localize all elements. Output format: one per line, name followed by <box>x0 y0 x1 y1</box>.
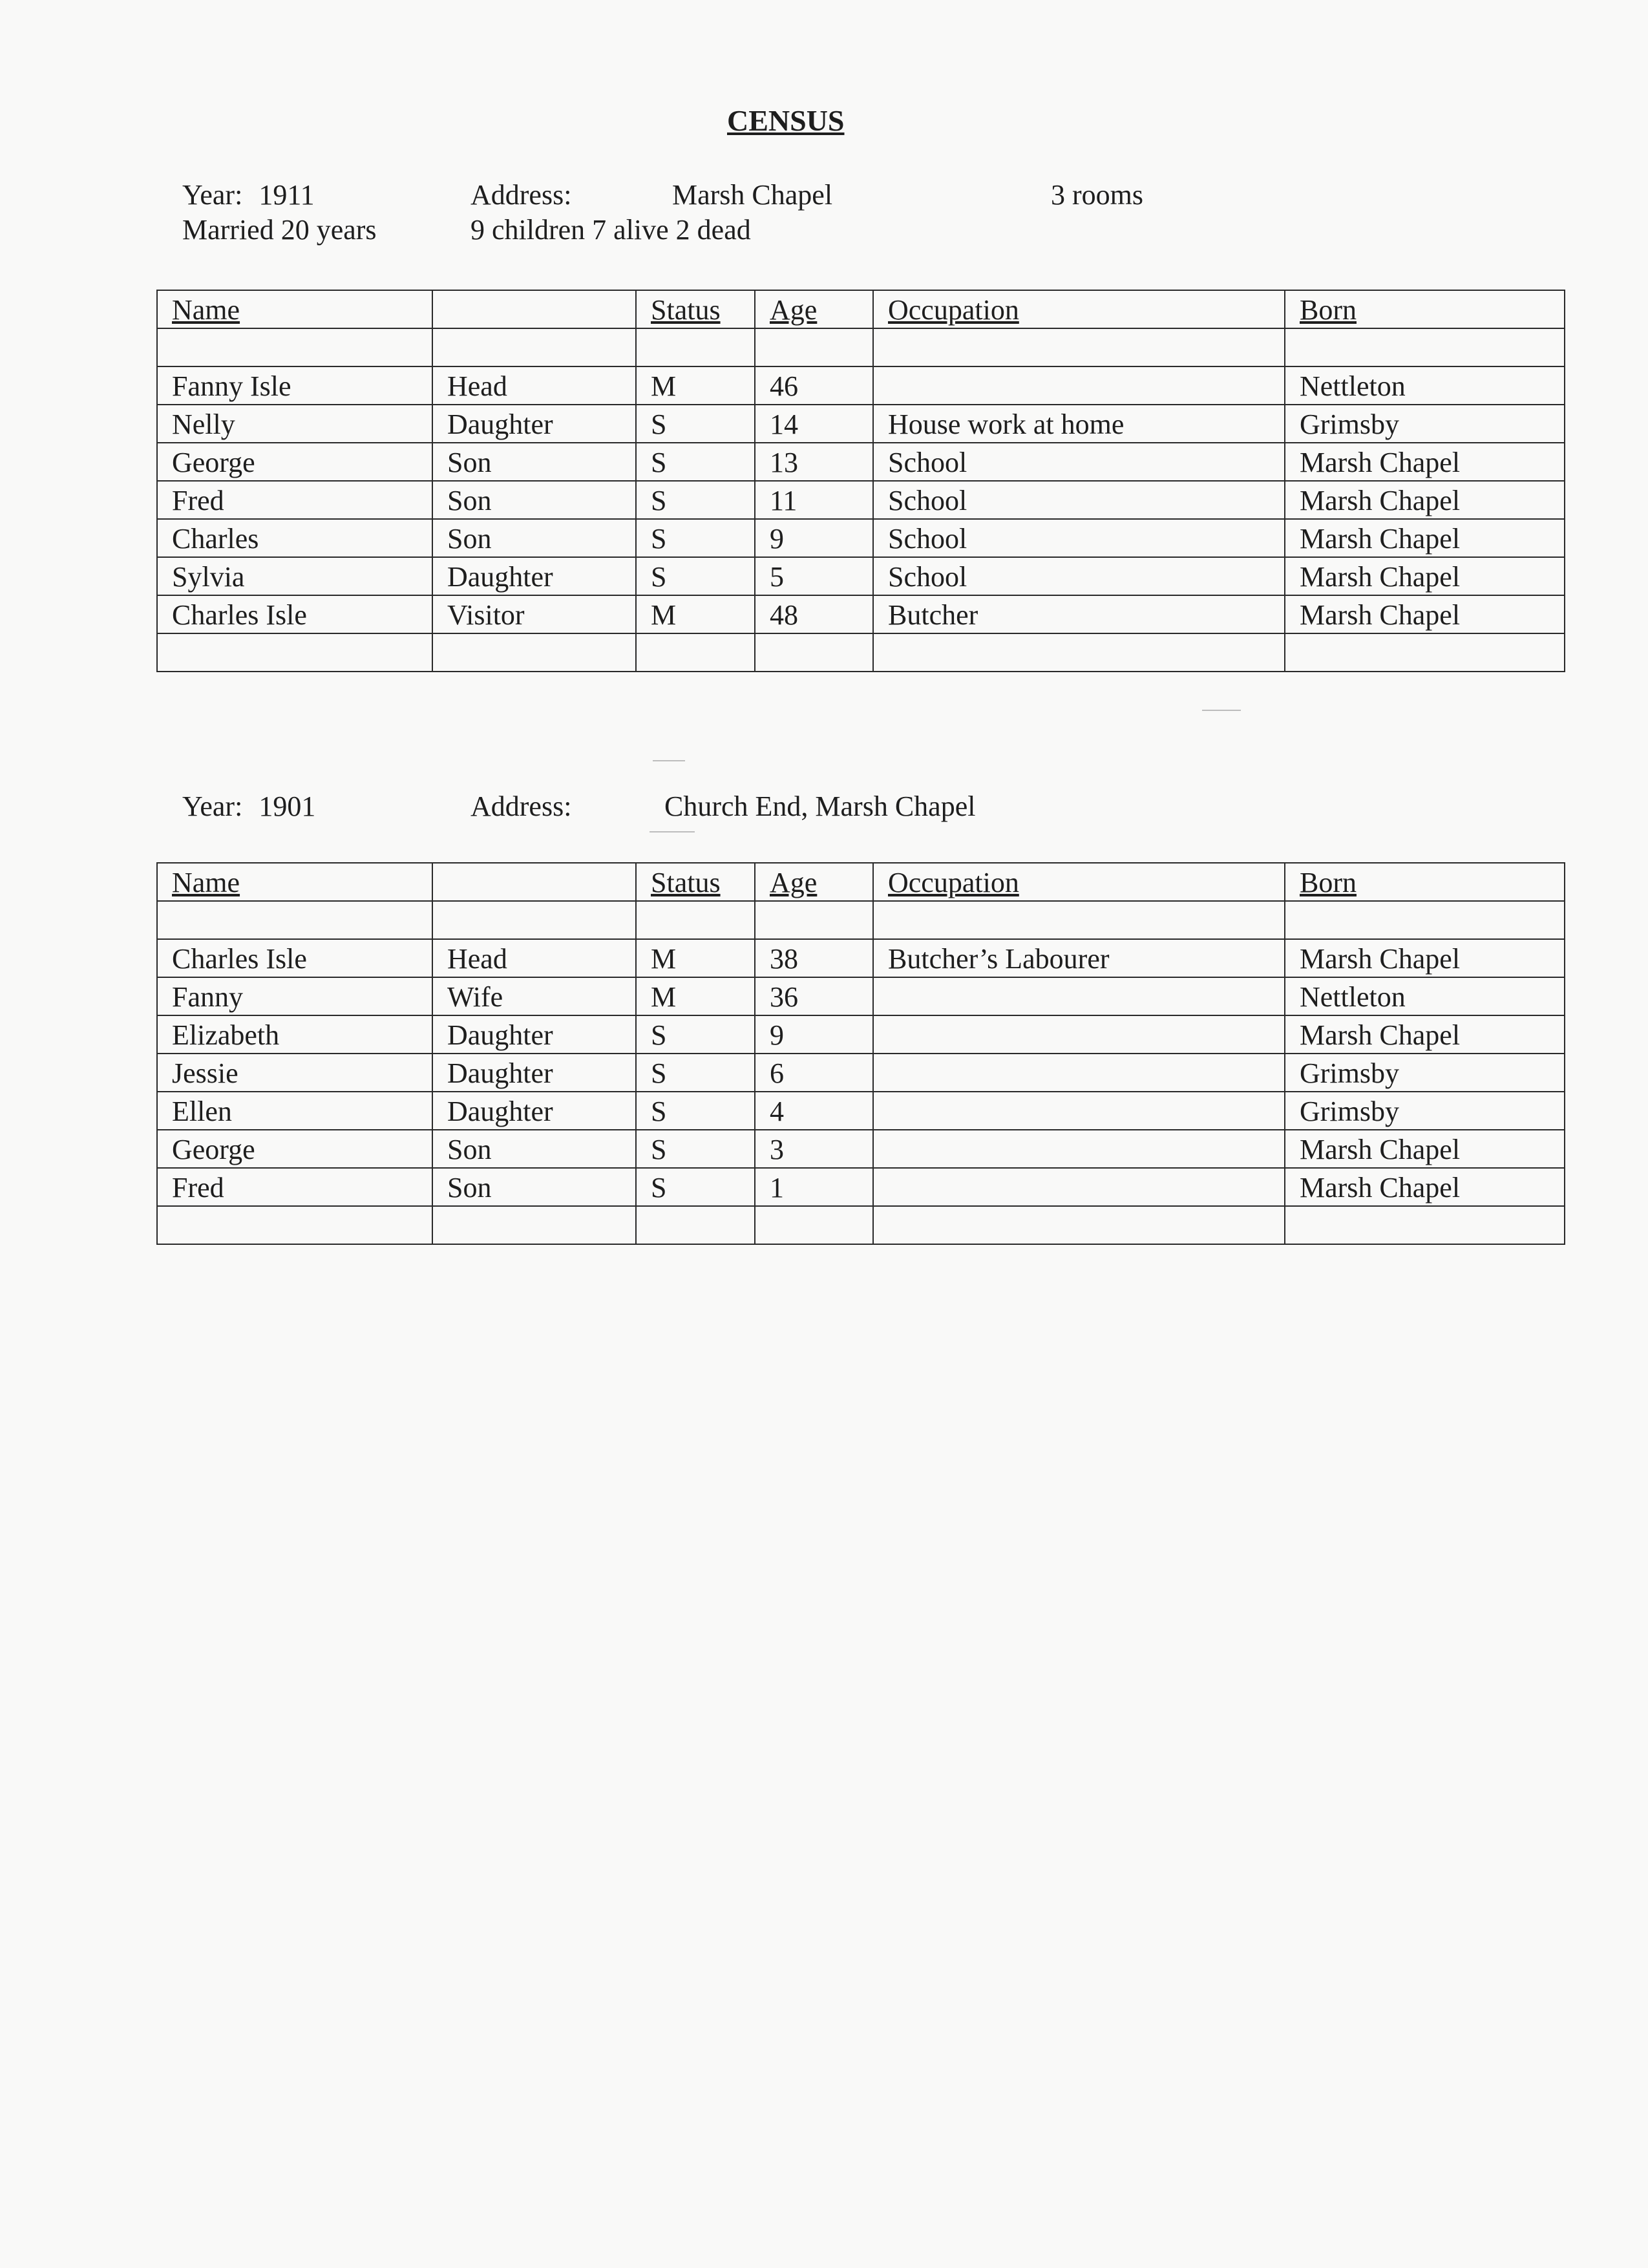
cell-age: 4 <box>755 1092 873 1130</box>
header-born: Born <box>1285 290 1565 328</box>
cell-status: S <box>636 443 755 481</box>
cell-status: S <box>636 1168 755 1206</box>
cell-occupation <box>873 1130 1285 1168</box>
cell-occupation <box>873 1015 1285 1054</box>
address-label: Address: <box>470 179 572 211</box>
scan-speck <box>1202 710 1241 711</box>
cell-age: 11 <box>755 481 873 519</box>
address-value: Church End, Marsh Chapel <box>664 790 976 822</box>
header-occupation: Occupation <box>873 863 1285 901</box>
cell-name: Nelly <box>157 405 432 443</box>
cell-relation: Son <box>432 1130 636 1168</box>
cell-occupation: School <box>873 481 1285 519</box>
table-row <box>157 557 1565 595</box>
cell-born: Nettleton <box>1285 977 1565 1015</box>
cell-relation: Son <box>432 443 636 481</box>
blank-row <box>157 901 1565 939</box>
cell-status: S <box>636 481 755 519</box>
cell-born: Marsh Chapel <box>1285 481 1565 519</box>
cell-age: 1 <box>755 1168 873 1206</box>
table-row <box>157 481 1565 519</box>
cell-occupation: Butcher <box>873 595 1285 633</box>
cell-age: 9 <box>755 519 873 557</box>
cell-relation: Daughter <box>432 1092 636 1130</box>
census-1911-table <box>156 290 1565 672</box>
cell-occupation <box>873 977 1285 1015</box>
cell-name: George <box>157 1130 432 1168</box>
cell-relation: Wife <box>432 977 636 1015</box>
cell-status: M <box>636 595 755 633</box>
cell-name: Ellen <box>157 1092 432 1130</box>
cell-born: Grimsby <box>1285 1092 1565 1130</box>
children-summary: 9 children 7 alive 2 dead <box>470 214 751 246</box>
cell-name: George <box>157 443 432 481</box>
cell-status: S <box>636 1130 755 1168</box>
header-name: Name <box>157 290 432 328</box>
cell-age: 36 <box>755 977 873 1015</box>
table-row <box>157 1054 1565 1092</box>
table-header-row <box>157 863 1565 901</box>
cell-name: Charles <box>157 519 432 557</box>
cell-born: Marsh Chapel <box>1285 1015 1565 1054</box>
cell-name: Fanny Isle <box>157 366 432 405</box>
cell-born: Grimsby <box>1285 405 1565 443</box>
table-row <box>157 595 1565 633</box>
address-label: Address: <box>470 790 572 822</box>
header-occupation: Occupation <box>873 290 1285 328</box>
cell-born: Marsh Chapel <box>1285 519 1565 557</box>
table-header-row <box>157 290 1565 328</box>
header-relation <box>432 863 636 901</box>
cell-relation: Daughter <box>432 557 636 595</box>
header-born: Born <box>1285 863 1565 901</box>
header-relation <box>432 290 636 328</box>
cell-age: 3 <box>755 1130 873 1168</box>
header-status: Status <box>636 290 755 328</box>
census-1901-table <box>156 862 1565 1245</box>
cell-born: Marsh Chapel <box>1285 595 1565 633</box>
census-1911-year <box>182 178 315 211</box>
cell-born: Marsh Chapel <box>1285 443 1565 481</box>
cell-name: Fred <box>157 1168 432 1206</box>
cell-occupation: House work at home <box>873 405 1285 443</box>
table-row <box>157 1015 1565 1054</box>
cell-occupation: School <box>873 443 1285 481</box>
cell-relation: Son <box>432 481 636 519</box>
cell-relation: Head <box>432 366 636 405</box>
cell-relation: Son <box>432 1168 636 1206</box>
cell-age: 38 <box>755 939 873 977</box>
cell-relation: Daughter <box>432 1015 636 1054</box>
cell-relation: Head <box>432 939 636 977</box>
cell-occupation <box>873 366 1285 405</box>
table-row <box>157 1130 1565 1168</box>
cell-status: M <box>636 939 755 977</box>
cell-occupation <box>873 1054 1285 1092</box>
cell-occupation <box>873 1092 1285 1130</box>
table-row <box>157 1168 1565 1206</box>
cell-born: Marsh Chapel <box>1285 1130 1565 1168</box>
cell-age: 48 <box>755 595 873 633</box>
cell-born: Marsh Chapel <box>1285 1168 1565 1206</box>
cell-name: Elizabeth <box>157 1015 432 1054</box>
cell-age: 5 <box>755 557 873 595</box>
page-title: CENSUS <box>727 104 845 137</box>
cell-name: Jessie <box>157 1054 432 1092</box>
cell-name: Charles Isle <box>157 939 432 977</box>
scan-speck <box>650 831 695 832</box>
cell-relation: Visitor <box>432 595 636 633</box>
married-years: Married 20 years <box>182 214 377 246</box>
cell-name: Charles Isle <box>157 595 432 633</box>
year-value: 1911 <box>259 179 315 211</box>
cell-status: S <box>636 1015 755 1054</box>
year-label: Year: <box>182 179 243 211</box>
cell-age: 9 <box>755 1015 873 1054</box>
table-row <box>157 443 1565 481</box>
cell-status: M <box>636 977 755 1015</box>
cell-name: Fanny <box>157 977 432 1015</box>
table-row <box>157 405 1565 443</box>
rooms-count: 3 rooms <box>1051 179 1143 211</box>
header-age: Age <box>755 863 873 901</box>
year-label: Year: <box>182 790 243 822</box>
cell-born: Nettleton <box>1285 366 1565 405</box>
cell-status: S <box>636 1054 755 1092</box>
cell-status: S <box>636 405 755 443</box>
table-row <box>157 977 1565 1015</box>
cell-born: Marsh Chapel <box>1285 939 1565 977</box>
cell-age: 13 <box>755 443 873 481</box>
header-name: Name <box>157 863 432 901</box>
cell-status: S <box>636 557 755 595</box>
cell-status: M <box>636 366 755 405</box>
cell-age: 46 <box>755 366 873 405</box>
blank-row <box>157 1206 1565 1244</box>
table-row <box>157 1092 1565 1130</box>
cell-age: 14 <box>755 405 873 443</box>
cell-born: Marsh Chapel <box>1285 557 1565 595</box>
cell-occupation: School <box>873 519 1285 557</box>
cell-occupation: School <box>873 557 1285 595</box>
table-row <box>157 519 1565 557</box>
scan-speck <box>653 760 685 761</box>
cell-occupation: Butcher’s Labourer <box>873 939 1285 977</box>
blank-row <box>157 633 1565 672</box>
cell-status: S <box>636 1092 755 1130</box>
header-age: Age <box>755 290 873 328</box>
address-value: Marsh Chapel <box>672 179 833 211</box>
blank-row <box>157 328 1565 366</box>
cell-occupation <box>873 1168 1285 1206</box>
cell-born: Grimsby <box>1285 1054 1565 1092</box>
table-row <box>157 366 1565 405</box>
cell-name: Fred <box>157 481 432 519</box>
cell-relation: Daughter <box>432 405 636 443</box>
header-status: Status <box>636 863 755 901</box>
cell-status: S <box>636 519 755 557</box>
census-1901-year <box>182 790 315 823</box>
year-value: 1901 <box>259 790 316 822</box>
cell-relation: Son <box>432 519 636 557</box>
cell-age: 6 <box>755 1054 873 1092</box>
table-row <box>157 939 1565 977</box>
cell-name: Sylvia <box>157 557 432 595</box>
cell-relation: Daughter <box>432 1054 636 1092</box>
